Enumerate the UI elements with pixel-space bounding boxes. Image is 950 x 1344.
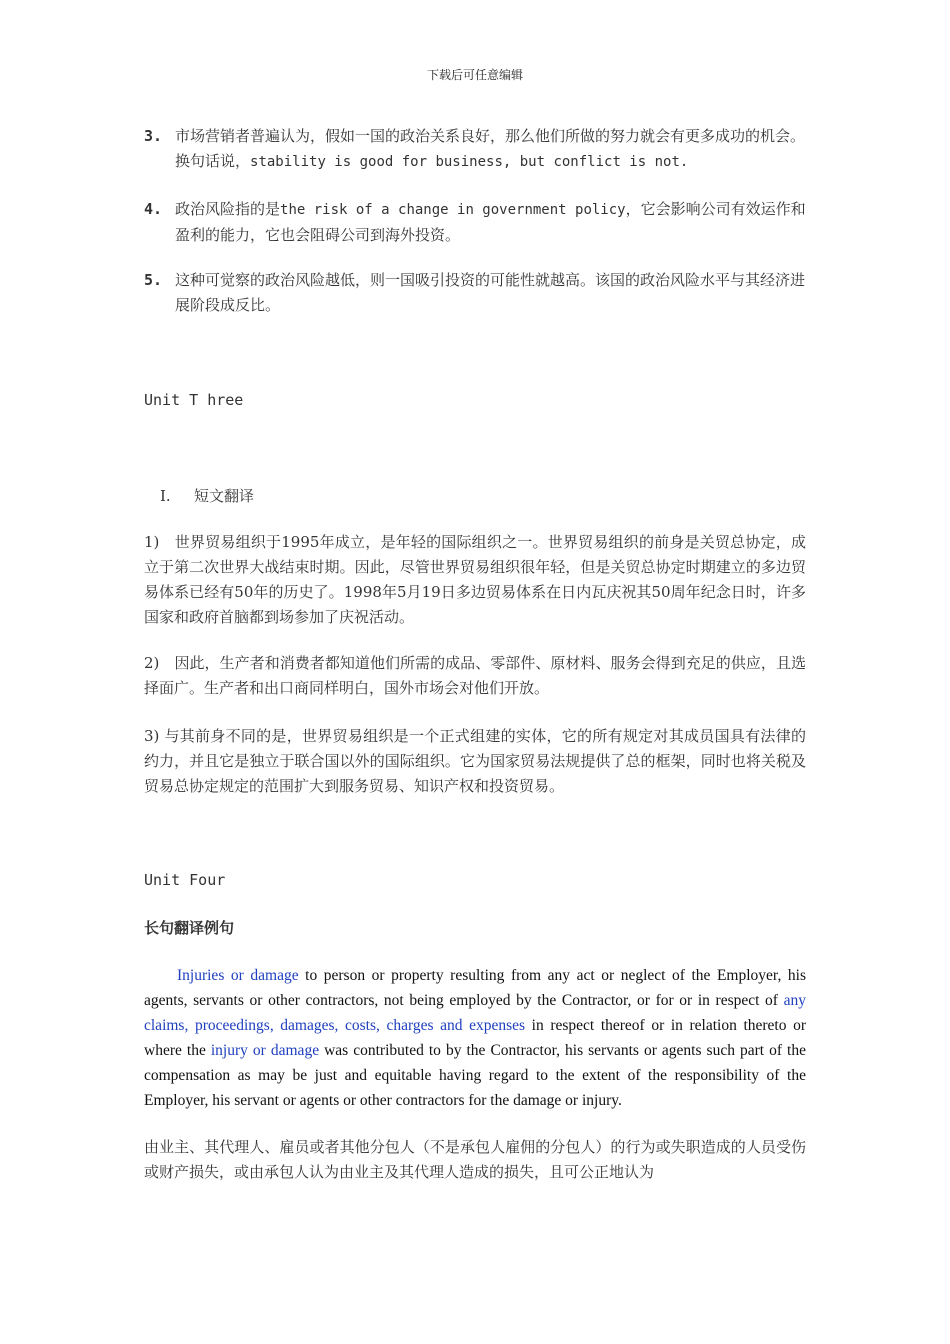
long-sentence-heading: 长句翻译例句	[144, 919, 235, 937]
english-example-paragraph: Injuries or damage to person or property resulting from any act or neglect of the Employer, his agents, servants or other contractors, not being employed by the Contractor, or for or in respect of any claims, proceedings, damages, costs, charges and expenses in respect thereof or in relation thereto or where the injury or damage was contributed to by the Contractor, his servants or agents such part of the compensation as may be just and equitable having regard to the extent of the responsibility of the Employer, his servant or agents or other contractors for the damage or injury.	[144, 967, 806, 1109]
list-item-5	[144, 268, 806, 319]
page-header: 下载后可任意编辑	[426, 68, 523, 82]
list-number: 4.	[144, 200, 163, 218]
translation-paragraph-3: 3) 与其前身不同的是，世界贸易组织是一个正式组建的实体，它的所有规定对其成员国具有法律的约力，并且它是独立于联合国以外的国际组织。它为国家贸易法规提供了总的框架，同时也将关税及贸易总协定规定的范围扩大到服务贸易、知识产权和投资贸易。	[144, 727, 806, 795]
list-text: 这种可觉察的政治风险越低，则一国吸引投资的可能性就越高。该国的政治风险水平与其经济进展阶段成反比。	[175, 271, 806, 314]
highlighted-phrase: any claims, proceedings, damages, costs, charges and expenses	[144, 992, 806, 1034]
section-roman-numeral: I.	[160, 487, 171, 505]
list-text: 市场营销者普遍认为，假如一国的政治关系良好，那么他们所做的努力就会有更多成功的机会。换句话说，stability is good for business, but conflict is not.	[175, 127, 806, 170]
list-item-3	[144, 124, 806, 175]
list-item-4	[144, 197, 806, 248]
chinese-translation-paragraph: 由业主、其代理人、雇员或者其他分包人（不是承包人雇佣的分包人）的行为或失职造成的人员受伤或财产损失，或由承包人认为由业主及其代理人造成的损失，且可公正地认为	[144, 1138, 806, 1181]
unit-four-title: Unit Four	[144, 871, 226, 889]
highlighted-phrase: injury or damage	[210, 1042, 320, 1059]
section-heading	[160, 485, 254, 506]
translation-paragraph-2: 2) 因此，生产者和消费者都知道他们所需的成品、零部件、原材料、服务会得到充足的供应，且选择面广。生产者和出口商同样明白，国外市场会对他们开放。	[144, 654, 806, 697]
unit-three-title: Unit T hree	[144, 391, 244, 409]
list-number: 3.	[144, 127, 163, 145]
section-title: 短文翻译	[194, 487, 255, 505]
list-number: 5.	[144, 271, 163, 289]
list-text: 政治风险指的是the risk of a change in government policy，它会影响公司有效运作和盈利的能力，它也会阻碍公司到海外投资。	[175, 200, 806, 244]
highlighted-phrase: Injuries or damage	[177, 967, 299, 984]
translation-paragraph-1: 1) 世界贸易组织于1995年成立，是年轻的国际组织之一。世界贸易组织的前身是关贸总协定，成立于第二次世界大战结束时期。因此，尽管世界贸易组织很年轻，但是关贸总协定时期建立的多边贸易体系已经有50年的历史了。1998年5月19日多边贸易体系在日内瓦庆祝其50周年纪念日时，许多国家和政府首脑都到场参加了庆祝活动。	[144, 533, 806, 626]
